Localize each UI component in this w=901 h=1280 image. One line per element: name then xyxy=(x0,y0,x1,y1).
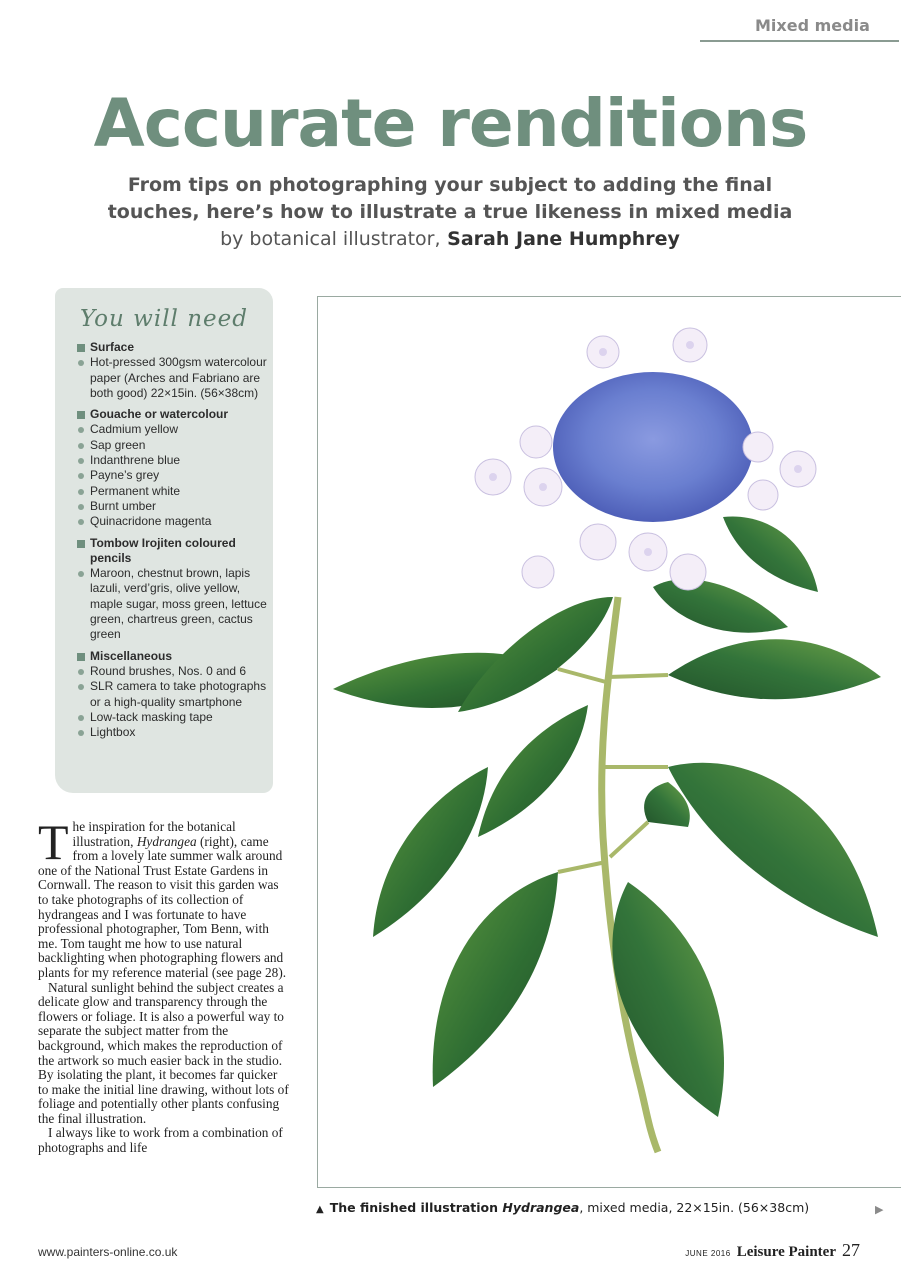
materials-item: Sap green xyxy=(75,438,270,453)
body-text-run: (right), came from a lovely late summer walk around one of the National Trust Estate Gardens in Cornwall. The reason to visit this garden was to take photographs of its collection of hydrangeas and I was fortunate to have professional photographer, Tom Benn, with me. Tom taught me how to use natural backlighting when photographing flowers and plants for my reference material (see page 28). xyxy=(38,833,287,980)
body-text xyxy=(38,814,290,1156)
article-title: Accurate renditions xyxy=(93,85,808,162)
caption-triangle-icon: ▲ xyxy=(316,1204,324,1215)
drop-cap: T xyxy=(38,814,69,870)
body-text-run: he inspiration for the botanical illustration, xyxy=(72,819,236,849)
materials-item: Maroon, chestnut brown, lapis lazuli, verd’gris, olive yellow, maple sugar, moss green, lettuce green, chartreus green, cactus green xyxy=(75,566,270,642)
body-paragraph: I always like to work from a combination of photographs and life xyxy=(38,1125,283,1156)
caption-lead: The finished illustration xyxy=(329,1200,503,1215)
materials-list xyxy=(75,340,270,740)
leaf xyxy=(612,882,724,1117)
main-stem xyxy=(602,597,658,1152)
materials-group-heading: Surface xyxy=(75,340,270,355)
materials-item: Lightbox xyxy=(75,725,270,740)
materials-item: Round brushes, Nos. 0 and 6 xyxy=(75,664,270,679)
magazine-name: Leisure Painter xyxy=(736,1244,836,1260)
leaf xyxy=(373,767,488,937)
you-will-need-title: You will need xyxy=(80,306,248,332)
hydrangea-illustration xyxy=(317,296,901,1188)
issue-date: JUNE 2016 xyxy=(685,1249,731,1258)
flower-head xyxy=(553,372,753,522)
footer-url[interactable]: www.painters-online.co.uk xyxy=(38,1245,178,1259)
leaf-stalk xyxy=(558,862,606,872)
materials-item: Hot-pressed 300gsm watercolour paper (Arches and Fabriano are both good) 22×15in. (56×38cm) xyxy=(75,355,270,401)
materials-item: Cadmium yellow xyxy=(75,422,270,437)
caption-details: , mixed media, 22×15in. (56×38cm) xyxy=(579,1200,810,1215)
materials-item: Low-tack masking tape xyxy=(75,710,270,725)
plant-name-italic: Hydrangea xyxy=(136,833,197,849)
materials-item: Permanent white xyxy=(75,484,270,499)
body-paragraph xyxy=(38,814,290,981)
byline-prefix: by botanical illustrator, xyxy=(220,228,441,250)
standfirst-line-2: touches, here’s how to illustrate a true likeness in mixed media xyxy=(107,201,793,223)
leaf xyxy=(478,705,588,837)
materials-item: SLR camera to take photographs or a high-quality smartphone xyxy=(75,679,270,710)
materials-group-heading: Miscellaneous xyxy=(75,649,270,664)
leaf-stalk xyxy=(610,822,648,857)
author-name: Sarah Jane Humphrey xyxy=(447,228,680,250)
figure-caption xyxy=(316,1200,876,1215)
materials-item: Payne’s grey xyxy=(75,468,270,483)
leaf-stalk xyxy=(558,669,606,682)
leaf xyxy=(653,579,788,633)
leaf xyxy=(668,763,878,937)
continue-arrow-icon: ▶ xyxy=(875,1204,884,1216)
you-will-need-panel xyxy=(55,288,273,793)
standfirst-line-1: From tips on photographing your subject to adding the final xyxy=(127,174,773,196)
footer-folio xyxy=(680,1240,860,1261)
materials-group-heading: Gouache or watercolour xyxy=(75,407,270,422)
materials-item: Burnt umber xyxy=(75,499,270,514)
section-tag: Mixed media xyxy=(755,16,870,35)
leaf xyxy=(668,639,881,699)
body-paragraph: Natural sunlight behind the subject creates a delicate glow and transparency through the flowers or foliage. It is also a powerful way to separate the subject matter from the background, which makes the reproduction of the artwork so much easier back in the studio. By isolating the plant, it becomes far quicker to make the initial line drawing, without lots of foliage and potentially other plants confusing the final illustration. xyxy=(38,979,289,1126)
leaf xyxy=(723,516,818,592)
leaf-stalk xyxy=(608,675,668,677)
hydrangea-artwork xyxy=(318,297,901,1188)
leaf xyxy=(433,872,558,1087)
standfirst xyxy=(100,172,800,253)
page-number: 27 xyxy=(842,1240,860,1260)
materials-item: Indanthrene blue xyxy=(75,453,270,468)
materials-group-heading: Tombow Irojiten coloured pencils xyxy=(75,536,270,567)
caption-plant-name: Hydrangea xyxy=(502,1200,580,1215)
section-rule xyxy=(700,40,899,42)
materials-item: Quinacridone magenta xyxy=(75,514,270,529)
